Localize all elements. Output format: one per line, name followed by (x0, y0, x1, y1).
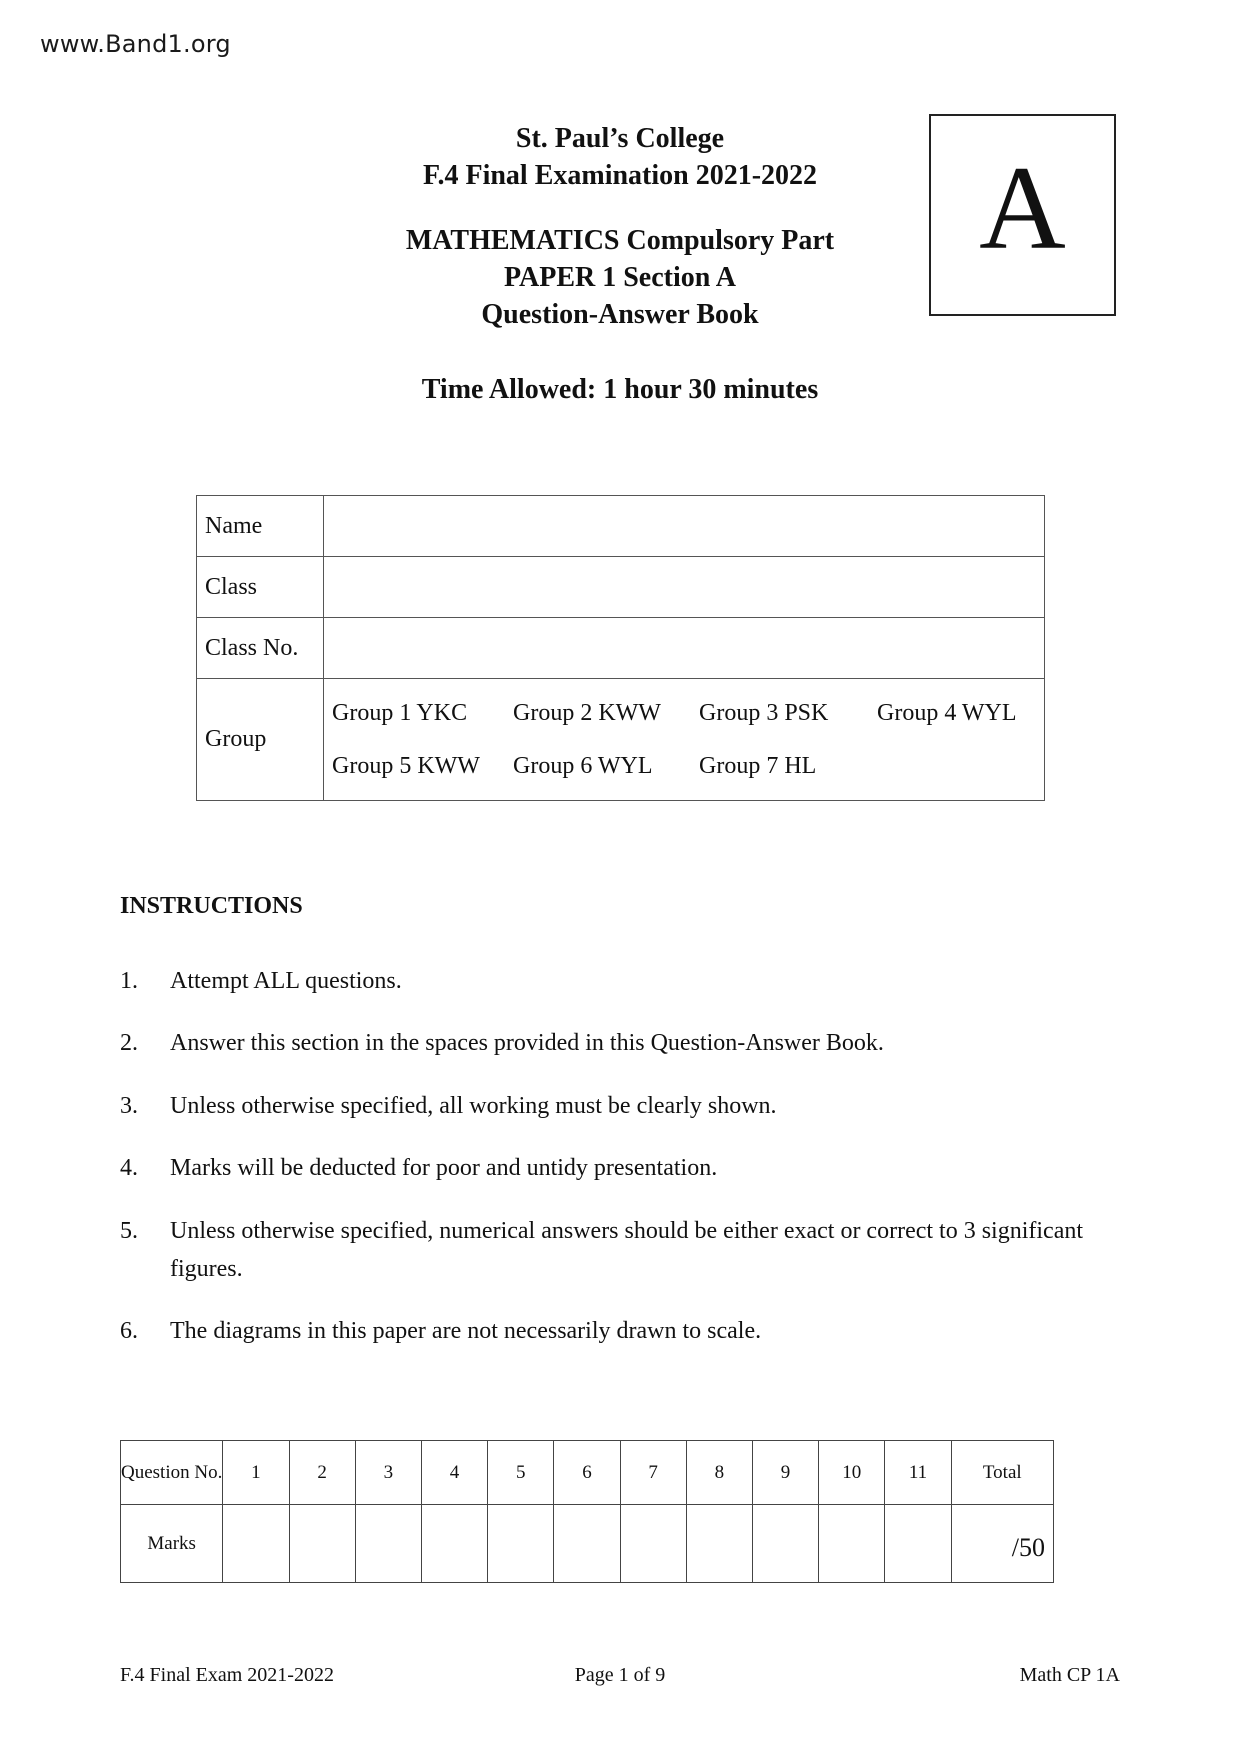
marks-label: Marks (121, 1505, 223, 1583)
class-field[interactable] (324, 557, 1045, 618)
instruction-item (120, 1212, 1130, 1288)
instruction-item (120, 1024, 1130, 1062)
marks-cell[interactable] (421, 1505, 487, 1583)
instruction-text: Answer this section in the spaces provided in this Question-Answer Book. (170, 1030, 884, 1056)
marks-cell[interactable] (620, 1505, 686, 1583)
footer-page-number: Page 1 of 9 (574, 1664, 666, 1686)
name-field[interactable] (324, 496, 1045, 557)
marks-cell[interactable] (223, 1505, 289, 1583)
class-row (197, 557, 1045, 618)
subject-title: MATHEMATICS Compulsory Part (405, 225, 835, 256)
total-marks-cell[interactable]: /50 (951, 1505, 1053, 1583)
name-label: Name (197, 496, 324, 557)
class-label: Class (197, 557, 324, 618)
instruction-text: The diagrams in this paper are not necessarily drawn to scale. (170, 1318, 762, 1344)
group-option[interactable]: Group 5 KWW (332, 752, 480, 779)
instruction-item (120, 1087, 1130, 1125)
question-no-header: Question No. (121, 1441, 223, 1505)
group-option[interactable]: Group 2 KWW (513, 699, 661, 726)
question-number: 4 (421, 1441, 487, 1505)
marks-cell[interactable] (819, 1505, 885, 1583)
instruction-text: Unless otherwise specified, numerical answers should be either exact or correct to 3 significant figures. (170, 1218, 1084, 1282)
marks-cell[interactable] (289, 1505, 355, 1583)
instruction-text: Marks will be deducted for poor and untidy presentation. (170, 1155, 718, 1181)
section-letter-box (929, 114, 1116, 316)
class-no-row (197, 618, 1045, 679)
instruction-text: Attempt ALL questions. (170, 968, 402, 994)
section-letter: A (979, 141, 1066, 274)
footer-exam-name: F.4 Final Exam 2021-2022 (120, 1664, 334, 1686)
watermark: www.Band1.org (40, 30, 231, 58)
time-allowed: Time Allowed: 1 hour 30 minutes (421, 374, 819, 405)
school-name: St. Paul’s College (515, 123, 725, 154)
instruction-item (120, 1149, 1130, 1187)
marks-cell[interactable] (554, 1505, 620, 1583)
question-number: 3 (355, 1441, 421, 1505)
question-number: 11 (885, 1441, 951, 1505)
question-number: 2 (289, 1441, 355, 1505)
marks-row (121, 1505, 1054, 1583)
group-label: Group (197, 679, 324, 801)
marks-cell[interactable] (355, 1505, 421, 1583)
marks-header-row (121, 1441, 1054, 1505)
question-number: 6 (554, 1441, 620, 1505)
group-option[interactable]: Group 1 YKC (332, 699, 468, 726)
group-option[interactable]: Group 7 HL (699, 752, 817, 779)
name-row (197, 496, 1045, 557)
group-option[interactable]: Group 4 WYL (877, 699, 1017, 726)
paper-title: PAPER 1 Section A (503, 262, 737, 293)
exam-title-block (320, 120, 920, 408)
instruction-item (120, 962, 1130, 1000)
class-no-field[interactable] (324, 618, 1045, 679)
question-number: 7 (620, 1441, 686, 1505)
question-number: 9 (752, 1441, 818, 1505)
question-number: 5 (488, 1441, 554, 1505)
group-option[interactable]: Group 3 PSK (699, 699, 829, 726)
group-options (324, 679, 1045, 801)
instruction-number: 6. (120, 1318, 138, 1344)
marks-cell[interactable] (885, 1505, 951, 1583)
question-number: 1 (223, 1441, 289, 1505)
marks-cell[interactable] (752, 1505, 818, 1583)
instructions-heading: INSTRUCTIONS (120, 893, 303, 919)
instruction-number: 5. (120, 1218, 138, 1244)
book-title: Question-Answer Book (481, 299, 759, 330)
marks-cell[interactable] (686, 1505, 752, 1583)
total-header: Total (951, 1441, 1053, 1505)
instruction-number: 3. (120, 1093, 138, 1119)
group-option[interactable]: Group 6 WYL (513, 752, 653, 779)
class-no-label: Class No. (197, 618, 324, 679)
student-info-table (196, 495, 1045, 801)
question-number: 10 (819, 1441, 885, 1505)
group-row (197, 679, 1045, 801)
instruction-number: 1. (120, 968, 138, 994)
footer-paper-code: Math CP 1A (1019, 1664, 1120, 1686)
marks-table (120, 1440, 1054, 1583)
instruction-text: Unless otherwise specified, all working must be clearly shown. (170, 1093, 777, 1119)
instruction-item (120, 1312, 1130, 1350)
question-number: 8 (686, 1441, 752, 1505)
instruction-number: 2. (120, 1030, 138, 1056)
exam-name: F.4 Final Examination 2021-2022 (422, 160, 818, 191)
marks-cell[interactable] (488, 1505, 554, 1583)
instruction-number: 4. (120, 1155, 138, 1181)
